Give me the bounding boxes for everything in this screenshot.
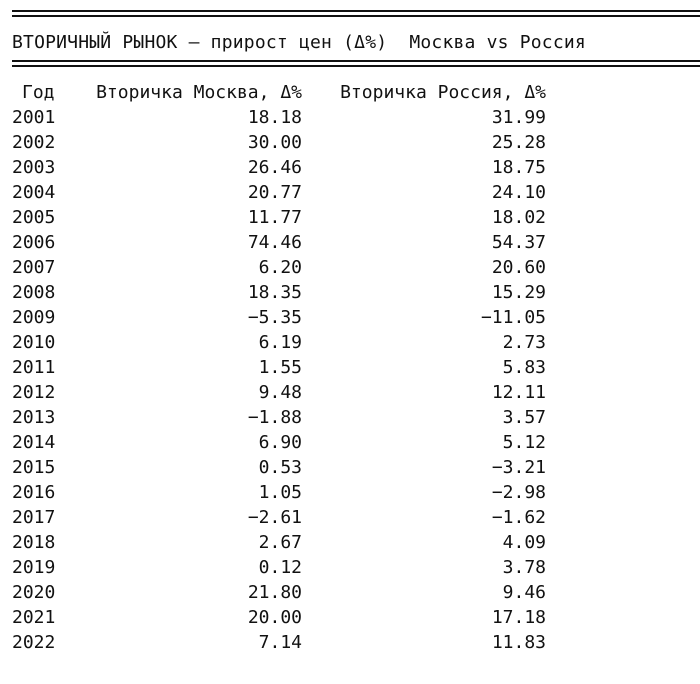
cell-russia: 18.75: [491, 157, 546, 178]
cell-russia: 12.11: [491, 382, 546, 403]
cell-russia: 24.10: [491, 182, 546, 203]
cell-year: 2019: [12, 557, 56, 578]
cell-russia: 11.83: [491, 632, 546, 653]
cell-moscow: 6.19: [258, 332, 302, 353]
table-row: [12, 355, 546, 380]
cell-russia: −3.21: [491, 457, 546, 478]
cell-year: 2018: [12, 532, 56, 553]
header-russia: Вторичка Россия, Δ%: [340, 82, 546, 103]
cell-year: 2013: [12, 407, 56, 428]
table-row: [12, 130, 546, 155]
cell-moscow: 26.46: [247, 157, 302, 178]
title-main: ВТОРИЧНЫЙ РЫНОК: [12, 32, 178, 53]
cell-moscow: −2.61: [247, 507, 302, 528]
table-row: [12, 380, 546, 405]
cell-moscow: 20.00: [247, 607, 302, 628]
cell-russia: 25.28: [491, 132, 546, 153]
table-body: [12, 105, 546, 655]
cell-year: 2004: [12, 182, 56, 203]
table-row: [12, 180, 546, 205]
table-row: [12, 280, 546, 305]
cell-moscow: 18.18: [247, 107, 302, 128]
cell-year: 2002: [12, 132, 56, 153]
table-row: [12, 405, 546, 430]
table-header-row: [12, 80, 546, 105]
table-row: [12, 255, 546, 280]
cell-russia: 5.83: [502, 357, 546, 378]
cell-moscow: 1.05: [258, 482, 302, 503]
cell-moscow: 11.77: [247, 207, 302, 228]
title-rest: — прирост цен (Δ%) Москва vs Россия: [177, 32, 586, 53]
cell-year: 2006: [12, 232, 56, 253]
table-row: [12, 480, 546, 505]
cell-year: 2017: [12, 507, 56, 528]
cell-moscow: 0.12: [258, 557, 302, 578]
bottom-double-rule: [12, 60, 700, 67]
cell-russia: 18.02: [491, 207, 546, 228]
table-row: [12, 455, 546, 480]
cell-russia: 15.29: [491, 282, 546, 303]
cell-moscow: 1.55: [258, 357, 302, 378]
cell-moscow: 9.48: [258, 382, 302, 403]
top-double-rule: [12, 10, 700, 17]
cell-russia: 54.37: [491, 232, 546, 253]
cell-moscow: 21.80: [247, 582, 302, 603]
cell-moscow: 0.53: [258, 457, 302, 478]
cell-russia: 31.99: [491, 107, 546, 128]
cell-moscow: 18.35: [247, 282, 302, 303]
cell-year: 2011: [12, 357, 56, 378]
cell-year: 2014: [12, 432, 56, 453]
cell-russia: −11.05: [480, 307, 546, 328]
cell-russia: 17.18: [491, 607, 546, 628]
cell-moscow: −1.88: [247, 407, 302, 428]
cell-russia: 4.09: [502, 532, 546, 553]
table-row: [12, 155, 546, 180]
cell-year: 2007: [12, 257, 56, 278]
table-row: [12, 205, 546, 230]
cell-year: 2015: [12, 457, 56, 478]
cell-moscow: 30.00: [247, 132, 302, 153]
cell-russia: 3.57: [502, 407, 546, 428]
cell-russia: 20.60: [491, 257, 546, 278]
table-row: [12, 430, 546, 455]
cell-russia: −1.62: [491, 507, 546, 528]
cell-year: 2022: [12, 632, 56, 653]
cell-moscow: −5.35: [247, 307, 302, 328]
table-row: [12, 105, 546, 130]
price-growth-table: [12, 80, 546, 655]
table-row: [12, 305, 546, 330]
cell-year: 2009: [12, 307, 56, 328]
cell-moscow: 6.90: [258, 432, 302, 453]
cell-year: 2005: [12, 207, 56, 228]
cell-year: 2003: [12, 157, 56, 178]
cell-year: 2016: [12, 482, 56, 503]
cell-moscow: 74.46: [247, 232, 302, 253]
cell-russia: 3.78: [502, 557, 546, 578]
header-moscow: Вторичка Москва, Δ%: [96, 82, 302, 103]
cell-russia: 2.73: [502, 332, 546, 353]
cell-moscow: 6.20: [258, 257, 302, 278]
table-row: [12, 555, 546, 580]
cell-year: 2020: [12, 582, 56, 603]
table-row: [12, 630, 546, 655]
cell-moscow: 2.67: [258, 532, 302, 553]
cell-russia: 5.12: [502, 432, 546, 453]
header-year: Год: [22, 82, 55, 103]
cell-russia: 9.46: [502, 582, 546, 603]
page-title: [12, 32, 586, 54]
cell-year: 2021: [12, 607, 56, 628]
table-row: [12, 505, 546, 530]
cell-year: 2008: [12, 282, 56, 303]
cell-year: 2012: [12, 382, 56, 403]
cell-year: 2010: [12, 332, 56, 353]
table-row: [12, 605, 546, 630]
table-row: [12, 580, 546, 605]
table-row: [12, 530, 546, 555]
cell-moscow: 7.14: [258, 632, 302, 653]
cell-russia: −2.98: [491, 482, 546, 503]
table-row: [12, 330, 546, 355]
cell-year: 2001: [12, 107, 56, 128]
table-row: [12, 230, 546, 255]
cell-moscow: 20.77: [247, 182, 302, 203]
